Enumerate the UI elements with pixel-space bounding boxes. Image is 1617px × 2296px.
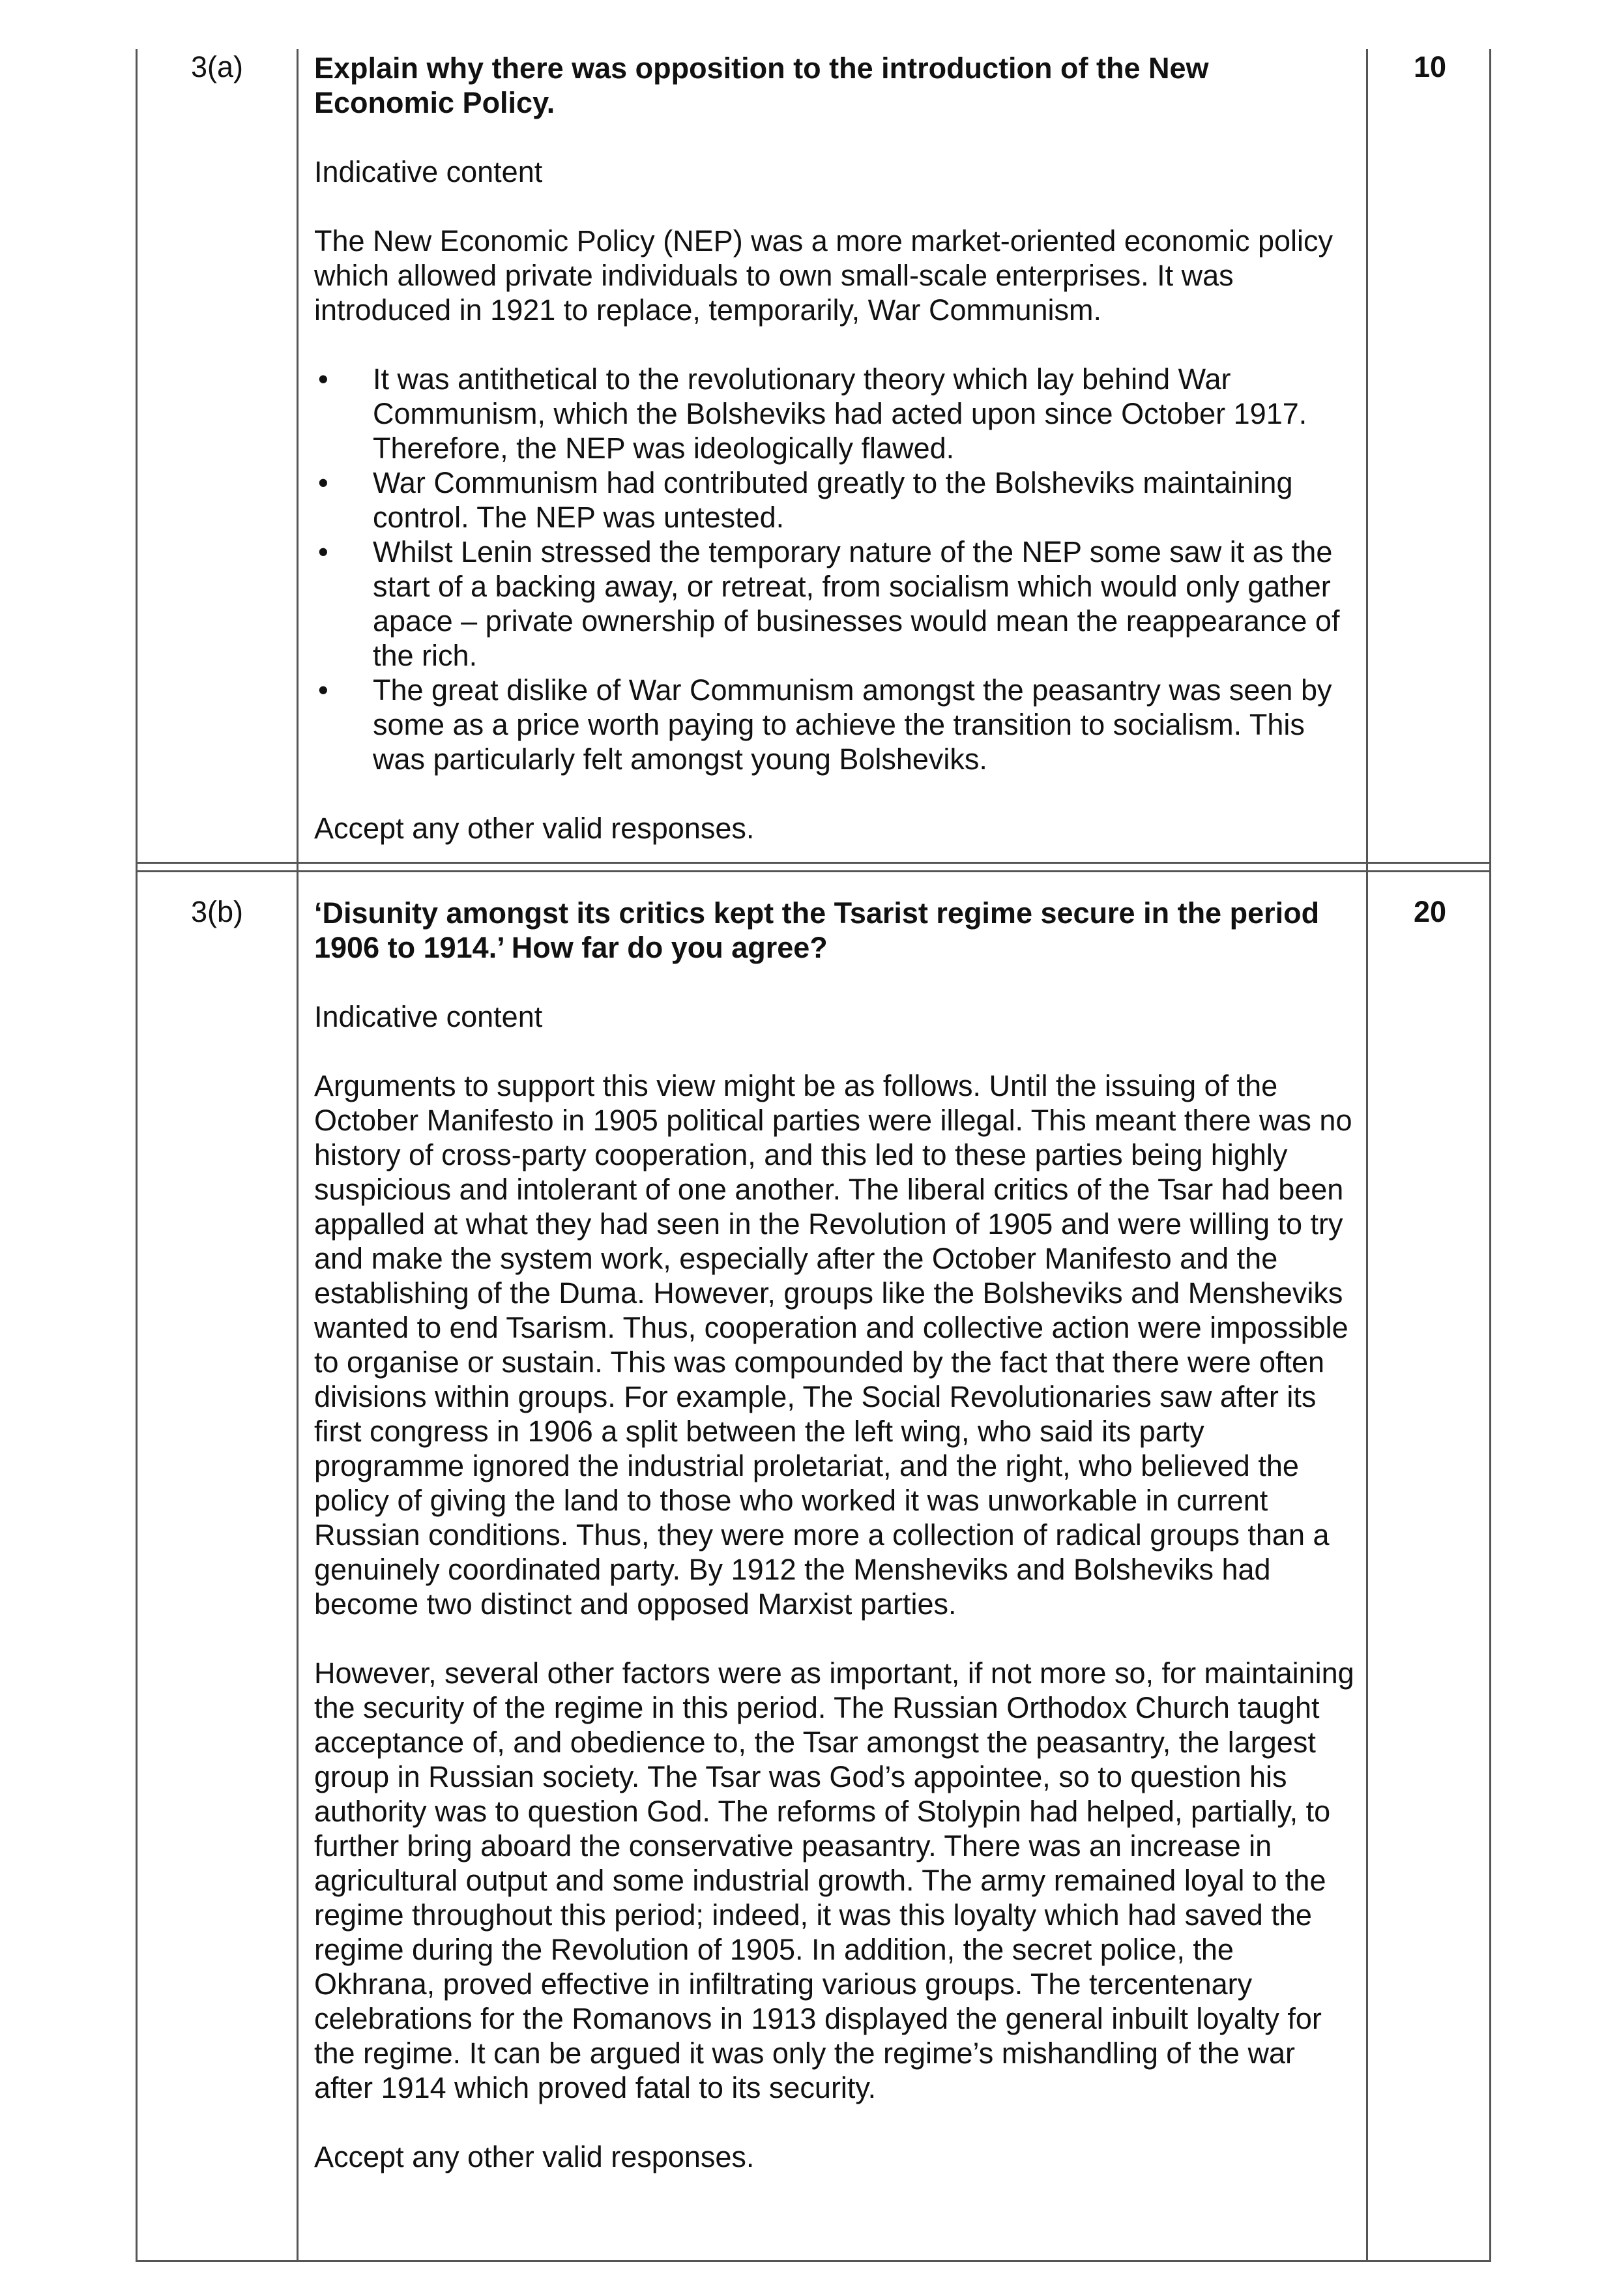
indicative-content-label: Indicative content: [314, 1000, 543, 1033]
bullet-list: [314, 362, 1357, 776]
intro-paragraph: The New Economic Policy (NEP) was a more market-oriented economic policy which allowed private individuals to own small-scale enterprises. It was introduced in 1921 to replace, temporarily, War Communism.: [314, 224, 1333, 327]
section-separator-bottom-line: [136, 870, 1491, 872]
question-title: ‘Disunity amongst its critics kept the Tsarist regime secure in the period 1906 to 1914.’ How far do you agree?: [314, 896, 1320, 964]
bullet-icon: •: [318, 673, 328, 707]
indicative-content-label: Indicative content: [314, 155, 543, 188]
question-marks: 10: [1413, 50, 1447, 83]
question-content-3a: [314, 51, 1357, 846]
table-divider-number-column: [297, 49, 299, 2262]
question-number: 3(a): [190, 50, 244, 83]
table-divider-marks-column: [1366, 49, 1368, 2262]
question-marks: 20: [1413, 895, 1447, 928]
closing-note: Accept any other valid responses.: [314, 812, 755, 845]
counter-argument-paragraph: However, several other factors were as important, if not more so, for maintaining the security of the regime in this period. The Russian Orthodox Church taught acceptance of, and obedience to, the Tsar amongst the peasantry, the largest group in Russian society. The Tsar was God’s appointee, so to question his authority was to question God. The reforms of Stolypin had helped, partially, to further bring aboard the conservative peasantry. There was an increase in agricultural output and some industrial growth. The army remained loyal to the regime throughout this period; indeed, it was this loyalty which had saved the regime during the Revolution of 1905. In addition, the secret police, the Okhrana, proved effective in infiltrating various groups. The tercentenary celebrations for the Romanovs in 1913 displayed the general inbuilt loyalty for the regime. It can be argued it was only the regime’s mishandling of the war after 1914 which proved fatal to its security.: [314, 1656, 1354, 2104]
argument-paragraph: Arguments to support this view might be as follows. Until the issuing of the October Manifesto in 1905 political parties were illegal. This meant there was no history of cross-party cooperation, and this led to these parties being highly suspicious and intolerant of one another. The liberal critics of the Tsar had been appalled at what they had seen in the Revolution of 1905 and were willing to try and make the system work, especially after the October Manifesto and the establishing of the Duma. However, groups like the Bolsheviks and Mensheviks wanted to end Tsarism. Thus, cooperation and collective action were impossible to organise or sustain. This was compounded by the fact that there were often divisions within groups. For example, The Social Revolutionaries saw after its first congress in 1906 a split between the left wing, who said its party programme ignored the industrial proletariat, and the right, who believed the policy of giving the land to those who worked it was unworkable in current Russian conditions. Thus, they were more a collection of radical groups than a genuinely coordinated party. By 1912 the Mensheviks and Bolsheviks had become two distinct and opposed Marxist parties.: [314, 1069, 1352, 1621]
list-item: • War Communism had contributed greatly to the Bolsheviks maintaining control. The NEP was untested.: [318, 466, 1293, 534]
table-border-left: [136, 49, 138, 2262]
closing-note: Accept any other valid responses.: [314, 2140, 755, 2173]
bullet-icon: •: [318, 535, 328, 568]
list-item: • It was antithetical to the revolutionary theory which lay behind War Communism, which the Bolsheviks had acted upon since October 1917. Therefore, the NEP was ideologically flawed.: [318, 362, 1307, 465]
table-border-right: [1489, 49, 1491, 2262]
question-number: 3(b): [190, 895, 244, 928]
question-content-3b: [314, 896, 1357, 2174]
list-item: • The great dislike of War Communism amongst the peasantry was seen by some as a price worth paying to achieve the transition to socialism. This was particularly felt amongst young Bolsheviks.: [318, 673, 1332, 776]
section-separator-top-line: [136, 862, 1491, 864]
question-title: Explain why there was opposition to the introduction of the New Economic Policy.: [314, 52, 1209, 119]
bullet-icon: •: [318, 362, 328, 396]
list-item: • Whilst Lenin stressed the temporary nature of the NEP some saw it as the start of a backing away, or retreat, from socialism which would only gather apace – private ownership of businesses would mean the reappearance of the rich.: [318, 535, 1340, 672]
table-border-bottom: [136, 2260, 1491, 2262]
bullet-icon: •: [318, 466, 328, 499]
